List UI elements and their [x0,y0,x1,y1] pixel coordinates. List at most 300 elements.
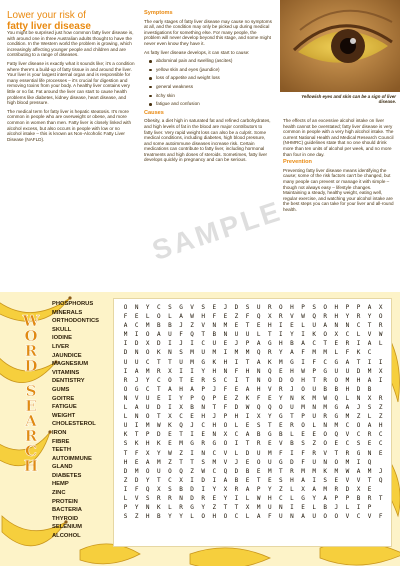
grid-letter[interactable]: C [356,431,361,439]
grid-letter[interactable]: B [179,485,183,493]
grid-letter[interactable]: R [323,376,328,384]
grid-letter[interactable]: F [301,349,305,357]
grid-letter[interactable]: M [345,458,350,466]
grid-letter[interactable]: J [223,304,228,311]
grid-letter[interactable]: H [201,313,206,321]
grid-letter[interactable]: L [290,431,294,439]
grid-letter[interactable]: W [301,313,305,321]
grid-letter[interactable]: U [279,513,283,521]
grid-letter[interactable]: T [157,413,161,421]
grid-letter[interactable]: A [345,404,350,412]
grid-letter[interactable]: C [179,413,183,421]
grid-letter[interactable]: N [290,513,294,521]
grid-letter[interactable]: F [212,313,217,321]
grid-letter[interactable]: U [145,394,150,402]
grid-letter[interactable]: H [145,513,150,521]
grid-letter[interactable]: M [145,322,150,330]
grid-letter[interactable]: G [279,413,283,421]
grid-letter[interactable]: J [378,467,383,475]
grid-letter[interactable]: E [245,476,250,484]
grid-letter[interactable]: F [234,367,239,375]
grid-letter[interactable]: F [345,349,350,357]
grid-letter[interactable]: Q [334,431,339,439]
grid-letter[interactable]: O [145,413,150,421]
grid-letter[interactable]: X [301,485,305,493]
grid-letter[interactable]: S [367,404,372,412]
grid-letter[interactable]: T [223,504,228,512]
grid-letter[interactable]: R [157,494,161,502]
grid-letter[interactable]: D [234,404,239,412]
grid-letter[interactable]: X [145,449,150,457]
grid-letter[interactable]: I [190,340,194,348]
grid-letter[interactable]: E [334,476,339,484]
grid-letter[interactable]: A [134,367,139,375]
grid-letter[interactable]: T [157,385,161,393]
grid-letter[interactable]: R [201,494,206,502]
grid-letter[interactable]: R [378,394,383,402]
grid-letter[interactable]: B [234,476,239,484]
grid-letter[interactable]: C [378,440,383,448]
grid-letter[interactable]: I [201,485,206,493]
grid-letter[interactable]: N [201,449,206,457]
grid-letter[interactable]: N [345,322,350,330]
grid-letter[interactable]: V [223,449,228,457]
grid-letter[interactable]: L [356,331,361,339]
grid-letter[interactable]: T [201,331,206,339]
grid-letter[interactable]: D [234,467,239,475]
grid-letter[interactable]: F [123,313,128,321]
grid-letter[interactable]: I [301,358,305,366]
grid-letter[interactable]: K [312,331,316,339]
grid-letter[interactable]: Y [279,394,283,402]
grid-letter[interactable]: Z [378,413,383,421]
grid-letter[interactable]: O [145,331,150,339]
grid-letter[interactable]: V [267,385,272,393]
grid-letter[interactable]: M [245,349,250,357]
grid-letter[interactable]: O [323,304,328,311]
grid-letter[interactable]: E [245,422,250,430]
grid-letter[interactable]: H [279,340,283,348]
grid-letter[interactable]: W [168,449,172,457]
grid-letter[interactable]: K [267,358,272,366]
grid-letter[interactable]: L [312,422,316,430]
grid-letter[interactable]: U [312,513,316,521]
grid-letter[interactable]: H [267,494,272,502]
grid-letter[interactable]: P [334,494,339,502]
grid-letter[interactable]: O [157,313,161,321]
grid-letter[interactable]: Y [201,367,206,375]
grid-letter[interactable]: Y [145,304,150,311]
grid-letter[interactable]: L [345,504,350,512]
grid-letter[interactable]: I [290,449,294,457]
grid-letter[interactable]: O [301,422,305,430]
grid-letter[interactable]: X [223,431,228,439]
grid-letter[interactable]: M [212,349,217,357]
grid-letter[interactable]: E [134,458,139,466]
grid-letter[interactable]: S [179,349,183,357]
grid-letter[interactable]: Y [201,504,206,512]
grid-letter[interactable]: W [345,467,350,475]
grid-letter[interactable]: R [157,367,161,375]
grid-letter[interactable]: T [179,376,183,384]
grid-letter[interactable]: L [145,313,150,321]
grid-letter[interactable]: M [334,422,339,430]
grid-letter[interactable]: H [256,385,261,393]
grid-letter[interactable]: E [378,449,383,457]
grid-letter[interactable]: G [356,449,361,457]
grid-letter[interactable]: A [245,385,250,393]
grid-letter[interactable]: O [256,458,261,466]
grid-letter[interactable]: M [145,422,150,430]
grid-letter[interactable]: I [223,349,228,357]
grid-letter[interactable]: R [201,376,206,384]
grid-letter[interactable]: I [234,494,239,502]
grid-letter[interactable]: Z [190,467,194,475]
grid-letter[interactable]: M [212,458,217,466]
grid-letter[interactable]: A [345,358,350,366]
grid-letter[interactable]: A [223,476,228,484]
grid-letter[interactable]: H [201,413,206,421]
grid-letter[interactable]: T [168,358,172,366]
grid-letter[interactable]: J [234,340,239,348]
grid-letter[interactable]: I [212,476,217,484]
grid-letter[interactable]: M [190,349,194,357]
grid-letter[interactable]: I [134,422,139,430]
grid-letter[interactable]: L [290,485,294,493]
grid-letter[interactable]: D [123,349,128,357]
grid-letter[interactable]: T [245,322,250,330]
grid-letter[interactable]: M [312,467,316,475]
grid-letter[interactable]: C [157,304,161,311]
grid-letter[interactable]: P [201,385,206,393]
grid-letter[interactable]: J [290,385,294,393]
grid-letter[interactable]: E [168,431,172,439]
grid-letter[interactable]: S [123,513,128,521]
grid-letter[interactable]: H [145,440,150,448]
grid-letter[interactable]: O [123,385,128,393]
grid-letter[interactable]: I [312,476,316,484]
grid-letter[interactable]: P [123,504,128,512]
grid-letter[interactable]: D [201,476,206,484]
grid-letter[interactable]: V [190,304,194,311]
grid-letter[interactable]: Z [168,458,172,466]
grid-letter[interactable]: N [168,349,172,357]
grid-letter[interactable]: U [256,304,261,311]
grid-letter[interactable]: G [190,504,194,512]
grid-letter[interactable]: Z [312,440,316,448]
grid-letter[interactable]: I [168,340,172,348]
grid-letter[interactable]: C [345,422,350,430]
grid-letter[interactable]: I [168,404,172,412]
grid-letter[interactable]: R [323,413,328,421]
grid-letter[interactable]: U [168,331,172,339]
grid-letter[interactable]: T [245,376,250,384]
grid-letter[interactable]: Q [367,458,372,466]
grid-letter[interactable]: H [179,385,183,393]
grid-letter[interactable]: Y [223,494,228,502]
grid-letter[interactable]: I [134,331,139,339]
grid-letter[interactable]: T [179,458,183,466]
grid-letter[interactable]: X [145,340,150,348]
grid-letter[interactable]: T [367,476,372,484]
grid-letter[interactable]: T [245,358,250,366]
grid-letter[interactable]: A [145,458,150,466]
grid-letter[interactable]: O [323,431,328,439]
grid-letter[interactable]: Y [179,394,183,402]
grid-letter[interactable]: E [334,440,339,448]
grid-letter[interactable]: R [378,322,383,330]
grid-letter[interactable]: I [378,358,383,366]
grid-letter[interactable]: W [301,367,305,375]
grid-letter[interactable]: L [301,322,305,330]
grid-letter[interactable]: H [290,367,294,375]
grid-letter[interactable]: A [256,358,261,366]
grid-letter[interactable]: Z [123,476,128,484]
grid-letter[interactable]: F [179,331,183,339]
grid-letter[interactable]: U [290,404,294,412]
grid-letter[interactable]: K [168,422,172,430]
grid-letter[interactable]: Y [212,485,217,493]
grid-letter[interactable]: W [378,331,383,339]
grid-letter[interactable]: R [168,494,172,502]
grid-letter[interactable]: L [168,313,172,321]
grid-letter[interactable]: H [245,367,250,375]
grid-letter[interactable]: E [223,394,228,402]
grid-letter[interactable]: C [145,385,150,393]
grid-letter[interactable]: C [234,513,239,521]
grid-letter[interactable]: L [123,413,128,421]
grid-letter[interactable]: E [279,422,283,430]
grid-letter[interactable]: M [267,449,272,457]
grid-letter[interactable]: E [301,504,305,512]
grid-letter[interactable]: X [223,485,228,493]
grid-letter[interactable]: H [290,304,294,311]
grid-letter[interactable]: I [245,413,250,421]
grid-letter[interactable]: Q [267,367,272,375]
grid-letter[interactable]: C [223,376,228,384]
grid-letter[interactable]: H [123,458,128,466]
grid-letter[interactable]: E [367,440,372,448]
grid-letter[interactable]: F [245,313,250,321]
grid-letter[interactable]: L [290,494,294,502]
grid-letter[interactable]: K [301,394,305,402]
grid-letter[interactable]: T [367,322,372,330]
grid-letter[interactable]: D [157,340,161,348]
grid-letter[interactable]: C [201,422,206,430]
grid-letter[interactable]: A [256,513,261,521]
grid-letter[interactable]: D [157,404,161,412]
grid-letter[interactable]: D [190,485,194,493]
grid-letter[interactable]: X [367,394,372,402]
grid-letter[interactable]: S [212,376,217,384]
grid-letter[interactable]: D [234,304,239,311]
grid-letter[interactable]: X [356,485,361,493]
grid-letter[interactable]: C [168,476,172,484]
grid-letter[interactable]: Y [179,513,183,521]
grid-letter[interactable]: Z [179,449,183,457]
grid-letter[interactable]: B [323,385,328,393]
grid-letter[interactable]: Q [267,404,272,412]
grid-letter[interactable]: Z [234,313,239,321]
grid-letter[interactable]: I [367,358,372,366]
grid-letter[interactable]: P [312,367,316,375]
grid-letter[interactable]: X [157,485,161,493]
grid-letter[interactable]: O [123,304,128,311]
grid-letter[interactable]: A [256,340,261,348]
grid-letter[interactable]: B [190,404,194,412]
grid-letter[interactable]: A [323,322,328,330]
grid-letter[interactable]: N [312,404,316,412]
grid-letter[interactable]: F [134,449,139,457]
grid-letter[interactable]: B [290,440,294,448]
grid-letter[interactable]: P [245,340,250,348]
grid-letter[interactable]: Y [145,376,150,384]
grid-letter[interactable]: D [134,476,139,484]
grid-letter[interactable]: Y [312,494,316,502]
grid-letter[interactable]: I [378,376,383,384]
grid-letter[interactable]: E [190,376,194,384]
grid-letter[interactable]: L [245,513,250,521]
grid-letter[interactable]: I [356,340,361,348]
grid-letter[interactable]: C [356,322,361,330]
grid-letter[interactable]: E [234,322,239,330]
grid-letter[interactable]: J [234,458,239,466]
grid-letter[interactable]: S [245,304,250,311]
grid-letter[interactable]: R [345,449,350,457]
grid-letter[interactable]: B [279,431,283,439]
grid-letter[interactable]: B [212,331,217,339]
grid-letter[interactable]: N [134,349,139,357]
grid-letter[interactable]: M [334,467,339,475]
grid-letter[interactable]: U [312,413,316,421]
grid-letter[interactable]: X [168,367,172,375]
grid-letter[interactable]: P [345,304,350,311]
grid-letter[interactable]: T [267,422,272,430]
grid-letter[interactable]: Q [378,476,383,484]
grid-letter[interactable]: T [134,431,139,439]
grid-letter[interactable]: T [234,504,239,512]
grid-letter[interactable]: S [145,494,150,502]
grid-letter[interactable]: N [323,458,328,466]
grid-letter[interactable]: C [234,431,239,439]
grid-letter[interactable]: T [279,467,283,475]
grid-letter[interactable]: L [345,394,350,402]
grid-letter[interactable]: S [356,440,361,448]
grid-letter[interactable]: O [168,467,172,475]
grid-letter[interactable]: B [367,385,372,393]
grid-letter[interactable]: T [256,476,261,484]
grid-letter[interactable]: H [212,367,217,375]
grid-letter[interactable]: S [201,458,206,466]
grid-letter[interactable]: S [201,304,206,311]
grid-letter[interactable]: R [123,376,128,384]
grid-letter[interactable]: C [134,322,139,330]
grid-letter[interactable]: I [190,431,194,439]
grid-letter[interactable]: U [157,467,161,475]
grid-letter[interactable]: A [123,322,128,330]
grid-letter[interactable]: T [312,376,316,384]
grid-letter[interactable]: Z [234,394,239,402]
grid-letter[interactable]: D [356,367,361,375]
grid-letter[interactable]: O [301,385,305,393]
grid-letter[interactable]: T [267,331,272,339]
grid-letter[interactable]: C [345,440,350,448]
grid-letter[interactable]: T [212,404,217,412]
grid-letter[interactable]: I [234,358,239,366]
grid-letter[interactable]: G [267,340,272,348]
grid-letter[interactable]: E [279,367,283,375]
grid-letter[interactable]: F [267,513,272,521]
grid-letter[interactable]: B [323,504,328,512]
grid-letter[interactable]: N [223,367,228,375]
grid-letter[interactable]: C [367,349,372,357]
grid-letter[interactable]: A [312,485,316,493]
grid-letter[interactable]: Q [334,394,339,402]
grid-letter[interactable]: R [312,449,316,457]
grid-letter[interactable]: V [367,331,372,339]
grid-letter[interactable]: K [245,394,250,402]
grid-letter[interactable]: E [212,304,217,311]
grid-letter[interactable]: E [201,431,206,439]
grid-letter[interactable]: B [157,322,161,330]
grid-letter[interactable]: O [279,404,283,412]
grid-letter[interactable]: P [301,413,305,421]
grid-letter[interactable]: H [234,413,239,421]
grid-letter[interactable]: A [367,376,372,384]
grid-letter[interactable]: A [290,349,294,357]
grid-letter[interactable]: D [157,431,161,439]
grid-letter[interactable]: H [212,513,217,521]
grid-letter[interactable]: F [279,449,283,457]
grid-letter[interactable]: S [168,304,172,311]
grid-letter[interactable]: O [267,376,272,384]
grid-letter[interactable]: H [267,322,272,330]
grid-letter[interactable]: F [134,485,139,493]
grid-letter[interactable]: N [145,504,150,512]
grid-letter[interactable]: N [212,322,217,330]
grid-letter[interactable]: C [378,431,383,439]
grid-letter[interactable]: S [123,440,128,448]
grid-letter[interactable]: G [290,358,294,366]
grid-letter[interactable]: K [157,504,161,512]
grid-letter[interactable]: M [312,349,316,357]
grid-letter[interactable]: Q [179,422,183,430]
grid-letter[interactable]: N [134,413,139,421]
grid-letter[interactable]: C [323,358,328,366]
grid-letter[interactable]: G [334,358,339,366]
grid-letter[interactable]: Q [145,485,150,493]
grid-letter[interactable]: F [301,449,305,457]
grid-letter[interactable]: S [279,476,283,484]
grid-letter[interactable]: N [334,322,339,330]
grid-letter[interactable]: W [201,467,206,475]
grid-letter[interactable]: O [145,349,150,357]
grid-letter[interactable]: A [367,422,372,430]
grid-letter[interactable]: R [279,313,283,321]
grid-letter[interactable]: Y [267,413,272,421]
grid-letter[interactable]: U [267,504,272,512]
grid-letter[interactable]: H [356,376,361,384]
grid-letter[interactable]: Z [356,413,361,421]
grid-letter[interactable]: A [301,476,305,484]
grid-letter[interactable]: X [168,413,172,421]
grid-letter[interactable]: R [290,422,294,430]
grid-letter[interactable]: N [367,449,372,457]
grid-letter[interactable]: V [323,449,328,457]
grid-letter[interactable]: H [345,385,350,393]
grid-letter[interactable]: K [123,431,128,439]
grid-letter[interactable]: N [134,304,139,311]
